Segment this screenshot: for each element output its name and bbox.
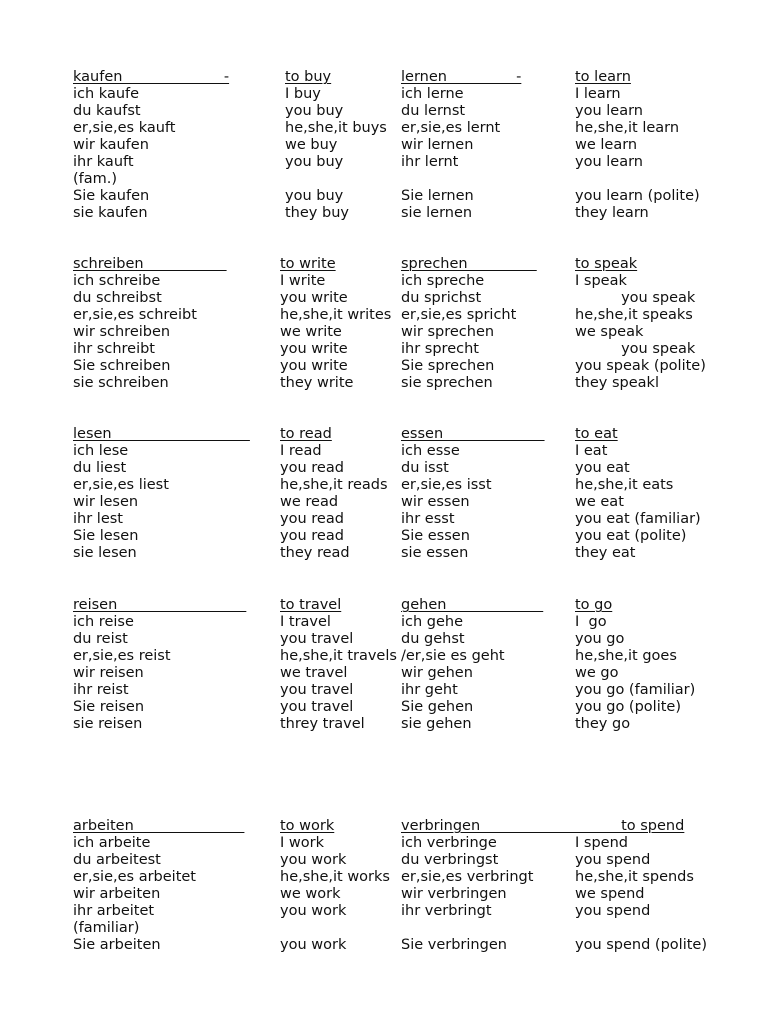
german-form: Sie sprechen — [401, 358, 495, 374]
german-form: ihr sprecht — [401, 341, 479, 357]
verb-infinitive: essen — [401, 426, 545, 442]
english-form: he,she,it learn — [575, 120, 680, 136]
english-form: you speak — [575, 290, 696, 306]
english-form: you speak — [575, 341, 696, 357]
german-form: er,sie,es kauft — [73, 120, 176, 136]
english-form: I speak — [575, 273, 627, 289]
english-form: he,she,it works — [280, 869, 390, 885]
german-form: sie sprechen — [401, 375, 493, 391]
verb-infinitive: sprechen — [401, 256, 537, 272]
german-form: er,sie,es spricht — [401, 307, 517, 323]
english-form: we speak — [575, 324, 644, 340]
english-form: you buy — [285, 188, 344, 204]
german-form: er,sie,es arbeitet — [73, 869, 196, 885]
german-form: Sie lesen — [73, 528, 139, 544]
verb-translation: to eat — [575, 426, 618, 442]
verb-translation: to read — [280, 426, 332, 442]
english-form: I learn — [575, 86, 621, 102]
english-form: they learn — [575, 205, 649, 221]
english-form: he,she,it goes — [575, 648, 677, 664]
english-form: you go (polite) — [575, 699, 681, 715]
english-form: you read — [280, 528, 344, 544]
english-form: you spend — [575, 903, 651, 919]
german-form: Sie schreiben — [73, 358, 171, 374]
english-form: I read — [280, 443, 322, 459]
english-form: they write — [280, 375, 354, 391]
verb-infinitive: reisen — [73, 597, 247, 613]
english-form: I buy — [285, 86, 321, 102]
german-form: wir gehen — [401, 665, 473, 681]
verb-infinitive: schreiben — [73, 256, 227, 272]
english-form: you eat — [575, 460, 630, 476]
english-form: you go (familiar) — [575, 682, 696, 698]
german-form: ich esse — [401, 443, 460, 459]
german-form: er,sie,es liest — [73, 477, 169, 493]
german-form: du lernst — [401, 103, 466, 119]
english-form: we spend — [575, 886, 645, 902]
german-form: ihr reist — [73, 682, 129, 698]
english-form: he,she,it speaks — [575, 307, 693, 323]
german-form: er,sie,es schreibt — [73, 307, 197, 323]
english-form: he,she,it writes — [280, 307, 392, 323]
verb-translation: to learn — [575, 69, 631, 85]
german-form: ihr kauft — [73, 154, 134, 170]
verb-infinitive: lesen — [73, 426, 250, 442]
english-form: you read — [280, 511, 344, 527]
german-form: Sie gehen — [401, 699, 474, 715]
english-form: we travel — [280, 665, 348, 681]
german-form: (familiar) — [73, 920, 140, 936]
english-form: you work — [280, 852, 347, 868]
english-form: you travel — [280, 699, 354, 715]
german-form: wir lesen — [73, 494, 139, 510]
verb-infinitive: gehen — [401, 597, 544, 613]
english-form: he,she,it buys — [285, 120, 387, 136]
english-form: we work — [280, 886, 341, 902]
english-form: he,she,it spends — [575, 869, 694, 885]
english-form: you spend — [575, 852, 651, 868]
german-form: du gehst — [401, 631, 465, 647]
german-form: du arbeitest — [73, 852, 161, 868]
verb-infinitive: arbeiten — [73, 818, 245, 834]
english-form: I go — [575, 614, 607, 630]
german-form: Sie verbringen — [401, 937, 507, 953]
verb-translation: to write — [280, 256, 336, 272]
english-form: we read — [280, 494, 339, 510]
german-form: sie kaufen — [73, 205, 148, 221]
german-form: Sie kaufen — [73, 188, 150, 204]
english-form: you learn — [575, 103, 643, 119]
german-form: ihr lernt — [401, 154, 459, 170]
verb-translation: to work — [280, 818, 335, 834]
german-form: sie schreiben — [73, 375, 169, 391]
english-form: you write — [280, 358, 348, 374]
english-form: we eat — [575, 494, 624, 510]
german-form: du sprichst — [401, 290, 482, 306]
german-form: wir arbeiten — [73, 886, 161, 902]
german-form: Sie essen — [401, 528, 470, 544]
german-form: du liest — [73, 460, 127, 476]
english-form: he,she,it reads — [280, 477, 388, 493]
verb-translation: to buy — [285, 69, 332, 85]
german-form: wir essen — [401, 494, 470, 510]
english-form: you go — [575, 631, 625, 647]
german-form: du kaufst — [73, 103, 141, 119]
verb-translation: to travel — [280, 597, 342, 613]
german-form: wir schreiben — [73, 324, 171, 340]
german-form: ich lese — [73, 443, 129, 459]
german-form: Sie reisen — [73, 699, 145, 715]
german-form: Sie lernen — [401, 188, 474, 204]
english-form: you eat (polite) — [575, 528, 687, 544]
english-form: they speakl — [575, 375, 659, 391]
german-form: du verbringst — [401, 852, 499, 868]
english-form: you spend (polite) — [575, 937, 707, 953]
english-form: threy travel — [280, 716, 365, 732]
german-form: wir reisen — [73, 665, 144, 681]
german-form: er,sie,es reist — [73, 648, 171, 664]
german-form: er,sie,es isst — [401, 477, 492, 493]
german-form: sie lesen — [73, 545, 137, 561]
german-form: wir lernen — [401, 137, 474, 153]
german-form: Sie arbeiten — [73, 937, 161, 953]
verb-infinitive: lernen - — [401, 69, 522, 85]
english-form: we go — [575, 665, 619, 681]
english-form: they buy — [285, 205, 349, 221]
english-form: you travel — [280, 682, 354, 698]
english-form: you travel — [280, 631, 354, 647]
english-form: I work — [280, 835, 324, 851]
german-form: ihr lest — [73, 511, 123, 527]
english-form: you write — [280, 290, 348, 306]
english-form: I eat — [575, 443, 608, 459]
english-form: he,she,it travels — [280, 648, 397, 664]
english-form: you write — [280, 341, 348, 357]
english-form: they read — [280, 545, 350, 561]
german-form: du reist — [73, 631, 128, 647]
german-form: du isst — [401, 460, 449, 476]
english-form: we learn — [575, 137, 638, 153]
german-form: (fam.) — [73, 171, 118, 187]
english-form: you eat (familiar) — [575, 511, 701, 527]
verb-infinitive: verbringen — [401, 818, 577, 834]
german-form: er,sie,es verbringt — [401, 869, 534, 885]
german-form: ich lerne — [401, 86, 464, 102]
german-form: ihr geht — [401, 682, 458, 698]
verb-translation: to speak — [575, 256, 638, 272]
german-form: ich kaufe — [73, 86, 140, 102]
german-form: sie lernen — [401, 205, 473, 221]
german-form: sie reisen — [73, 716, 143, 732]
english-form: I spend — [575, 835, 628, 851]
verb-translation: to spend — [575, 818, 685, 834]
english-form: we write — [280, 324, 342, 340]
german-form: du schreibst — [73, 290, 162, 306]
german-form: wir kaufen — [73, 137, 149, 153]
english-form: they eat — [575, 545, 636, 561]
english-form: you work — [280, 903, 347, 919]
german-form: sie gehen — [401, 716, 472, 732]
german-form: ihr arbeitet — [73, 903, 155, 919]
english-form: he,she,it eats — [575, 477, 674, 493]
verb-translation: to go — [575, 597, 613, 613]
english-form: you buy — [285, 103, 344, 119]
german-form: ich schreibe — [73, 273, 161, 289]
german-form: ihr verbringt — [401, 903, 492, 919]
german-form: ihr esst — [401, 511, 455, 527]
verb-infinitive: kaufen - — [73, 69, 230, 85]
english-form: you read — [280, 460, 344, 476]
german-form: ich reise — [73, 614, 134, 630]
german-form: sie essen — [401, 545, 469, 561]
german-form: ich spreche — [401, 273, 485, 289]
english-form: you buy — [285, 154, 344, 170]
english-form: I write — [280, 273, 326, 289]
german-form: ihr schreibt — [73, 341, 155, 357]
english-form: I travel — [280, 614, 331, 630]
english-form: they go — [575, 716, 631, 732]
english-form: you speak (polite) — [575, 358, 706, 374]
english-form: we buy — [285, 137, 338, 153]
german-form: er,sie,es lernt — [401, 120, 501, 136]
german-form: ich arbeite — [73, 835, 151, 851]
german-form: wir sprechen — [401, 324, 495, 340]
german-form: /er,sie es geht — [401, 648, 505, 664]
german-form: ich verbringe — [401, 835, 497, 851]
english-form: you learn — [575, 154, 643, 170]
german-form: wir verbringen — [401, 886, 507, 902]
german-form: ich gehe — [401, 614, 464, 630]
english-form: you learn (polite) — [575, 188, 700, 204]
english-form: you work — [280, 937, 347, 953]
